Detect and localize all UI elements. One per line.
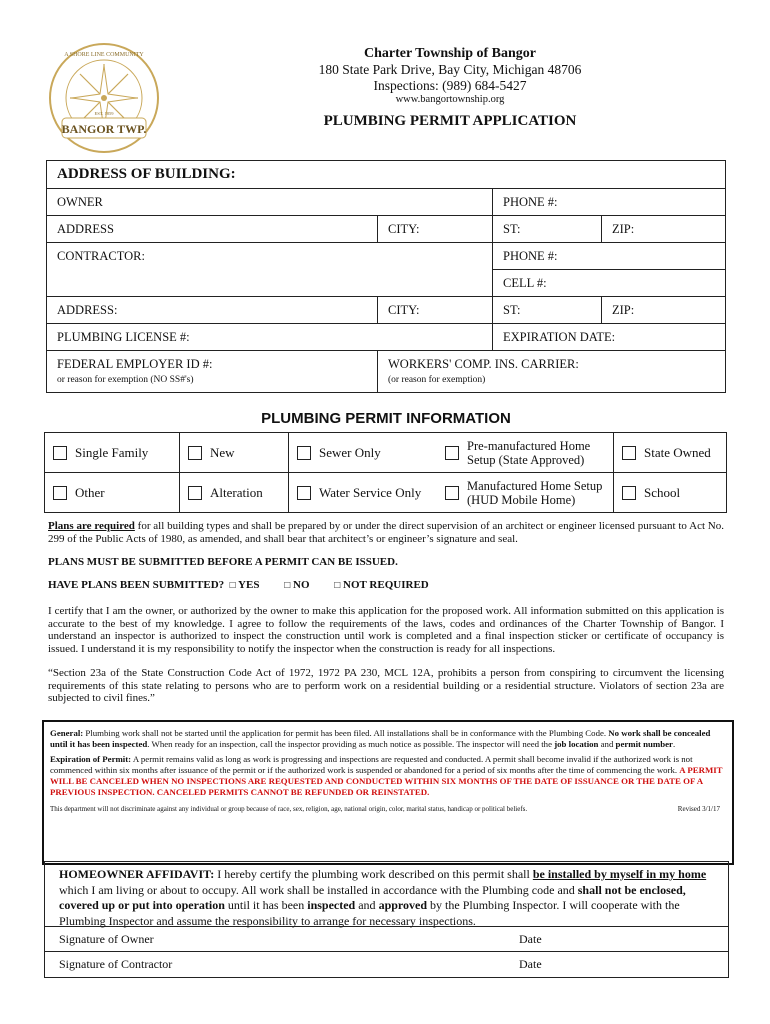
address-label: ADDRESS — [57, 221, 114, 236]
zip2-label: ZIP: — [612, 302, 635, 317]
owner-phone-field[interactable] — [493, 189, 726, 216]
owner-field[interactable] — [47, 189, 493, 216]
contractor-address-field[interactable] — [47, 297, 378, 324]
affidavit-emphasis: be installed by myself in my home — [532, 867, 707, 881]
checkbox[interactable] — [53, 486, 67, 500]
expiration-date-field[interactable] — [493, 324, 726, 351]
phone2-label: PHONE #: — [503, 248, 558, 263]
homeowner-affidavit — [44, 861, 729, 978]
option-state-owned[interactable] — [614, 433, 727, 473]
seal-bottom-text: BANGOR TWP. — [61, 122, 147, 136]
township-seal-logo — [48, 42, 160, 154]
cancellation-warning: A PERMIT WILL BE CANCELED WHEN NO INSPECTIONS ARE REQUESTED AND CONDUCTED WITHIN SIX MONTHS OF THE DATE OF ISSUANCE OR THE DATE OF A PREVIOUS INSPECTION. CANCELED PERMITS CANNOT BE REFUNDED OR REINSTATED. — [50, 765, 723, 797]
general-text: Plumbing work shall not be started until the application for permit has been filed. All installations shall be in conformance with the Plumbing Code. — [83, 728, 609, 738]
affidavit-body: by the Plumbing Inspector. I will cooperate with the Plumbing Inspector and assume the responsibility to arrange for necessary inspections. — [59, 898, 680, 928]
township-website: www.bangortownship.org — [395, 94, 505, 105]
checkbox[interactable] — [297, 446, 311, 460]
contractor-signature-row[interactable] — [45, 951, 728, 976]
option-school[interactable] — [614, 473, 727, 513]
option-water-service-only[interactable] — [289, 473, 438, 513]
option-new[interactable] — [180, 433, 289, 473]
affidavit-emphasis: shall not be enclosed, covered up or put into operation — [59, 882, 686, 912]
not-required-checkbox[interactable]: □ — [334, 580, 341, 591]
not-required-label: NOT REQUIRED — [343, 579, 429, 591]
seal-top-text: A SHORE LINE COMMUNITY — [64, 52, 144, 58]
checkbox[interactable] — [188, 446, 202, 460]
plans-required-body: for all building types and shall be prepared by or under the direct supervision of an architect or engineer licensed pursuant to Act No. 299 of the Public Acts of 1980, as amended, and shall bear that architect’s or engineer’s signature and seal. — [48, 520, 724, 545]
section-23a-text: “Section 23a of the State Construction Code Act of 1972, 1972 PA 230, MCL 12A, prohibits a person from conspiring to circumvent the licensing requirements of this state relating to persons who are to perform work on a residential building or a residential structure. Violators of section 23a are subjected to civil fines.” — [48, 667, 724, 704]
option-label-line2: Setup (State Approved) — [467, 452, 585, 467]
federal-label: FEDERAL EMPLOYER ID #: — [57, 357, 213, 371]
township-address: 180 State Park Drive, Bay City, Michigan 48706 — [318, 62, 582, 77]
option-single-family[interactable] — [45, 433, 180, 473]
plans-question-label: HAVE PLANS BEEN SUBMITTED? — [48, 579, 225, 591]
contractor-signature-label: Signature of Contractor — [59, 957, 173, 971]
expiration-paragraph — [50, 754, 726, 798]
contractor-zip-field[interactable] — [602, 297, 726, 324]
plans-required-label: Plans are required — [48, 520, 135, 532]
federal-sublabel: or reason for exemption (NO SS#'s) — [57, 375, 194, 385]
revised-date: Revised 3/1/17 — [677, 805, 720, 813]
general-notice-box — [42, 720, 734, 865]
cell-label: CELL #: — [503, 275, 547, 290]
st2-label: ST: — [503, 302, 521, 317]
general-paragraph — [50, 728, 726, 750]
general-bold: permit number — [615, 739, 673, 749]
option-label: New — [210, 445, 235, 460]
checkbox[interactable] — [622, 486, 636, 500]
option-label: Other — [75, 485, 105, 500]
yes-checkbox[interactable]: □ — [229, 580, 236, 591]
option-premanufactured[interactable] — [437, 433, 614, 473]
owner-address-field[interactable] — [47, 216, 378, 243]
option-label-line2: (HUD Mobile Home) — [467, 492, 576, 507]
zip-label: ZIP: — [612, 221, 635, 236]
discrimination-text: This department will not discriminate against any individual or group because of race, sex, religion, age, national origin, color, marital status, handicap or political beliefs. — [50, 805, 528, 813]
address2-label: ADDRESS: — [57, 302, 118, 317]
checkbox[interactable] — [445, 446, 459, 460]
contractor-label: CONTRACTOR: — [57, 249, 145, 263]
contractor-city-field[interactable] — [378, 297, 493, 324]
expiration-text: A permit remains valid as long as work is progressing and inspections are requested and conducted. A permit shall become invalid if the authorized work is not commenced within six months after issuance of the permit or if the authorized work is suspended or abandoned for a period of six months after the time of commencing the work. — [50, 754, 693, 775]
owner-date-label: Date — [519, 932, 542, 946]
option-alteration[interactable] — [180, 473, 289, 513]
owner-signature-row[interactable] — [45, 926, 728, 951]
expiration-label: EXPIRATION DATE: — [503, 329, 616, 344]
checkbox[interactable] — [297, 486, 311, 500]
city2-label: CITY: — [388, 302, 420, 317]
checkbox[interactable] — [445, 486, 459, 500]
contractor-date-label: Date — [519, 957, 542, 971]
affidavit-emphasis: inspected — [307, 898, 356, 912]
affidavit-label: HOMEOWNER AFFIDAVIT: — [59, 867, 215, 881]
contractor-state-field[interactable] — [493, 297, 602, 324]
address-table — [46, 160, 726, 393]
page-title: PLUMBING PERMIT APPLICATION — [323, 113, 577, 129]
option-label: Single Family — [75, 445, 149, 460]
option-label: Alteration — [210, 485, 263, 500]
expiration-label: Expiration of Permit: — [50, 754, 132, 764]
plans-question — [48, 579, 724, 593]
checkbox[interactable] — [622, 446, 636, 460]
permit-info-heading: PLUMBING PERMIT INFORMATION — [261, 410, 511, 427]
owner-state-field[interactable] — [493, 216, 602, 243]
affidavit-body: and — [355, 898, 379, 912]
owner-signature-label: Signature of Owner — [59, 932, 154, 946]
affidavit-emphasis: approved — [378, 898, 428, 912]
contractor-cell-field[interactable] — [493, 270, 726, 297]
general-bold: No work shall be concealed until it has been inspected — [50, 728, 711, 749]
city-label: CITY: — [388, 221, 420, 236]
affidavit-text — [59, 867, 719, 929]
general-bold: job location — [554, 739, 599, 749]
seal-est-text: EST. 1859 — [94, 111, 114, 116]
checkbox[interactable] — [53, 446, 67, 460]
contractor-phone-field[interactable] — [493, 243, 726, 270]
workers-label: WORKERS' COMP. INS. CARRIER: — [388, 357, 579, 371]
plans-must-text: PLANS MUST BE SUBMITTED BEFORE A PERMIT CAN BE ISSUED. — [48, 556, 398, 568]
contractor-field[interactable] — [47, 243, 493, 297]
option-label-line1: Pre-manufactured Home — [467, 438, 591, 453]
affidavit-body: I hereby certify the plumbing work described on this permit shall — [214, 867, 533, 881]
owner-city-field[interactable] — [378, 216, 493, 243]
general-text: and — [598, 739, 616, 749]
permit-type-grid — [44, 432, 727, 513]
inspections-phone: Inspections: (989) 684-5427 — [373, 78, 527, 93]
license-label: PLUMBING LICENSE #: — [57, 329, 190, 344]
general-text: . When ready for an inspection, call the inspector providing as much notice as possible. The inspector will need the — [147, 739, 555, 749]
affidavit-body: which I am living or about to occupy. All work shall be installed in accordance with the Plumbing code and — [59, 882, 578, 897]
letterhead — [250, 46, 650, 105]
certification-text: I certify that I am the owner, or authorized by the owner to make this application for the proposed work. All information submitted on this application is accurate to the best of my knowledge. I agree to follow the requirements of the laws, codes and ordinances of the Charter Township of Bangor. I understand an inspector is authorized to inspect the construction until work is completed and a final inspection sticker or certificate of occupancy is issued. I understand it is my responsibility to notify the inspector when the construction is ready for all inspections. — [48, 605, 724, 655]
plans-required-text — [48, 520, 724, 545]
federal-id-field[interactable] — [47, 351, 378, 393]
yes-label: YES — [238, 579, 260, 591]
option-label: School — [644, 485, 681, 500]
phone-label: PHONE #: — [503, 194, 558, 209]
township-name: Charter Township of Bangor — [363, 46, 537, 61]
owner-label: OWNER — [57, 194, 103, 209]
option-label: Water Service Only — [319, 485, 422, 500]
option-label: Sewer Only — [319, 445, 381, 460]
no-label: NO — [293, 579, 310, 591]
option-label-line1: Manufactured Home Setup — [467, 478, 603, 493]
option-label: State Owned — [644, 445, 711, 460]
no-checkbox[interactable]: □ — [284, 580, 291, 591]
st-label: ST: — [503, 221, 521, 236]
general-label: General: — [50, 728, 84, 738]
plumbing-license-field[interactable] — [47, 324, 493, 351]
general-text: . — [672, 739, 676, 749]
discrimination-notice — [50, 804, 726, 815]
workers-sublabel: (or reason for exemption) — [388, 375, 486, 385]
option-other[interactable] — [45, 473, 180, 513]
checkbox[interactable] — [188, 486, 202, 500]
option-manufactured-home[interactable] — [437, 473, 614, 513]
owner-zip-field[interactable] — [602, 216, 726, 243]
option-sewer-only[interactable] — [289, 433, 438, 473]
workers-comp-field[interactable] — [378, 351, 726, 393]
affidavit-body: until it has been — [224, 898, 308, 912]
address-heading: ADDRESS OF BUILDING: — [47, 161, 726, 189]
